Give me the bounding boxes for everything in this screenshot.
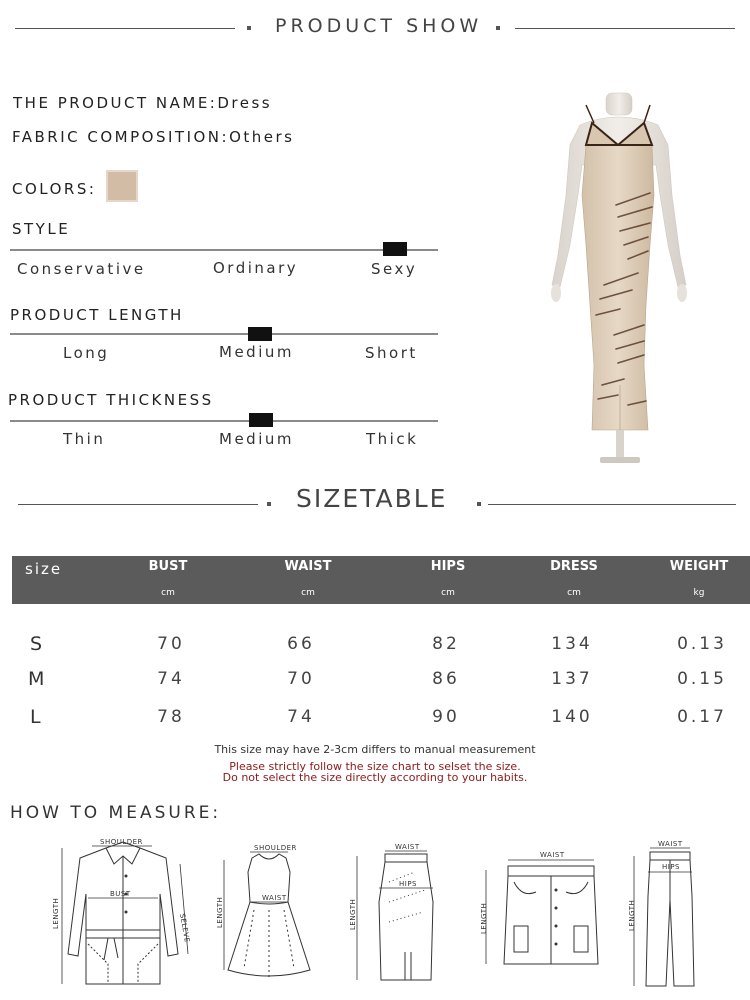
- label-dress-waist: WAIST: [262, 894, 287, 902]
- row-m-dress: 137: [551, 669, 593, 689]
- section-title-product-show: PRODUCT SHOW: [275, 15, 483, 37]
- row-l-waist: 74: [287, 707, 315, 727]
- row-l-hips: 90: [432, 707, 460, 727]
- measure-figure-pants: [626, 836, 706, 996]
- length-scale: [10, 333, 438, 335]
- row-s-weight: 0.13: [677, 634, 727, 654]
- warning-note-1: Please strictly follow the size chart to selset the size.: [229, 760, 521, 773]
- row-m-hips: 86: [432, 669, 460, 689]
- thickness-option-thin: Thin: [63, 430, 106, 448]
- label-dress-shoulder: SHOULDER: [254, 844, 297, 852]
- header-rule-left: [15, 28, 235, 29]
- unit-dress: cm: [567, 588, 581, 598]
- style-selected-marker: [383, 242, 407, 256]
- row-m-size: M: [28, 668, 45, 690]
- measure-figure-jacket: [48, 834, 198, 994]
- row-m-weight: 0.15: [677, 669, 727, 689]
- row-s-hips: 82: [432, 634, 460, 654]
- thickness-option-thick: Thick: [366, 430, 419, 448]
- style-option-conservative: Conservative: [17, 260, 146, 278]
- length-option-short: Short: [365, 344, 418, 362]
- label-pants-waist: WAIST: [658, 840, 683, 848]
- label-skirt-hips: HIPS: [399, 880, 417, 888]
- row-l-bust: 78: [157, 707, 185, 727]
- style-option-ordinary: Ordinary: [213, 259, 299, 277]
- product-photo-dress[interactable]: [520, 85, 720, 470]
- row-m-bust: 74: [157, 669, 185, 689]
- row-m-waist: 70: [287, 669, 315, 689]
- thickness-selected-marker: [249, 413, 273, 427]
- col-header-hips: HIPS: [430, 559, 466, 574]
- label-skirt-waist: WAIST: [395, 843, 420, 851]
- section-title-sizetable: SIZETABLE: [296, 484, 448, 513]
- sizetable-rule-left: [18, 504, 258, 505]
- row-s-dress: 134: [551, 634, 593, 654]
- sizetable-dot-right: [477, 502, 481, 506]
- unit-waist: cm: [301, 588, 315, 598]
- sizetable-rule-right: [488, 504, 736, 505]
- label-shorts-waist: WAIST: [540, 851, 565, 859]
- header-dot-right: [496, 26, 500, 30]
- color-swatch-beige[interactable]: [106, 170, 138, 202]
- style-option-sexy: Sexy: [371, 260, 418, 278]
- length-option-long: Long: [63, 344, 110, 362]
- colors-label: COLORS:: [12, 180, 97, 198]
- warning-note-2: Do not select the size directly according to your habits.: [222, 771, 528, 784]
- label-shoulder: SHOULDER: [100, 838, 143, 846]
- thickness-title: PRODUCT THICKNESS: [8, 391, 214, 409]
- label-pants-length: LENGTH: [628, 899, 636, 931]
- length-selected-marker: [248, 327, 272, 341]
- col-header-dress: DRESS: [550, 559, 598, 574]
- product-name: THE PRODUCT NAME:Dress: [13, 94, 273, 112]
- label-sleeve: SELEVE: [178, 912, 192, 944]
- header-rule-right: [515, 28, 735, 29]
- section-title-how-to-measure: HOW TO MEASURE:: [10, 803, 222, 823]
- header-dot-left: [247, 26, 251, 30]
- label-skirt-length: LENGTH: [349, 898, 357, 930]
- sizetable-dot-left: [267, 502, 271, 506]
- length-option-medium: Medium: [219, 343, 294, 361]
- measure-figure-shorts: [478, 846, 618, 976]
- label-dress-length: LENGTH: [216, 896, 224, 928]
- col-header-weight: WEIGHT: [669, 559, 729, 574]
- col-header-bust: BUST: [148, 559, 188, 574]
- unit-hips: cm: [441, 588, 455, 598]
- measure-figure-dress: [214, 840, 324, 995]
- length-title: PRODUCT LENGTH: [10, 306, 184, 324]
- measure-figure-skirt: [345, 842, 445, 992]
- fabric-composition: FABRIC COMPOSITION:Others: [12, 128, 295, 146]
- label-bust: BUST: [110, 890, 131, 898]
- unit-weight: kg: [693, 588, 705, 598]
- row-l-size: L: [30, 706, 41, 728]
- style-title: STYLE: [12, 220, 71, 238]
- label-shorts-length: LENGTH: [480, 902, 488, 934]
- col-header-size: size: [25, 560, 63, 578]
- size-table-header: [12, 556, 750, 604]
- measurement-note: This size may have 2-3cm differs to manual measurement: [214, 743, 536, 756]
- row-s-waist: 66: [287, 634, 315, 654]
- row-s-bust: 70: [157, 634, 185, 654]
- style-scale: [10, 249, 438, 251]
- col-header-waist: WAIST: [284, 559, 332, 574]
- row-s-size: S: [30, 633, 43, 655]
- thickness-scale: [10, 420, 438, 422]
- thickness-option-medium: Medium: [219, 430, 294, 448]
- label-pants-hips: HIPS: [662, 863, 680, 871]
- label-length: LENGTH: [52, 897, 60, 929]
- row-l-weight: 0.17: [677, 707, 727, 727]
- unit-bust: cm: [161, 588, 175, 598]
- row-l-dress: 140: [551, 707, 593, 727]
